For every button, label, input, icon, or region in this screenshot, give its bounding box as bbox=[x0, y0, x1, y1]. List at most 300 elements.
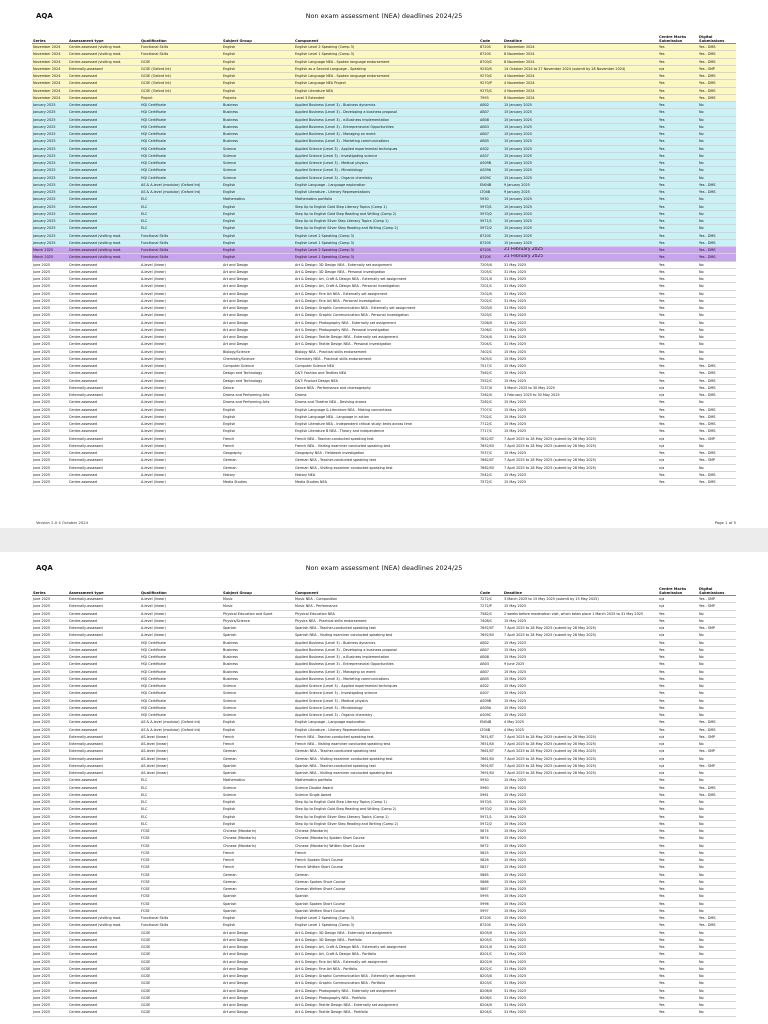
cell-deadline: 15 May 2025 bbox=[503, 777, 658, 784]
cell-code: AS09C bbox=[479, 712, 503, 719]
cell-centre-marks-submission: Yes bbox=[658, 225, 698, 232]
cell-series: June 2025 bbox=[32, 994, 68, 1001]
cell-subject-group: English bbox=[222, 87, 294, 94]
cell-component: Art & Design: Photography NEA - Externally set assignment bbox=[294, 987, 479, 994]
cell-subject-group: English bbox=[222, 203, 294, 210]
cell-deadline: 15 May 2025 bbox=[503, 646, 658, 653]
cell-assessment-type: Centre-assessed bbox=[68, 806, 140, 813]
cell-centre-marks-submission: n/a bbox=[658, 770, 698, 777]
cell-qualification: A-level (linear) bbox=[140, 305, 222, 312]
cell-assessment-type: Externally-assessed bbox=[68, 603, 140, 610]
cell-subject-group: English bbox=[222, 915, 294, 922]
cell-digital-submissions: No bbox=[698, 617, 736, 624]
cell-subject-group: Art and Design bbox=[222, 958, 294, 965]
cell-component: French NEA - Visiting examiner conducted speaking test bbox=[294, 741, 479, 748]
table-row bbox=[32, 319, 736, 326]
cell-assessment-type: Centre-assessed bbox=[68, 123, 140, 130]
cell-centre-marks-submission: n/a bbox=[658, 741, 698, 748]
cell-deadline: 15 May 2025 bbox=[503, 857, 658, 864]
cell-code: AS02 bbox=[479, 683, 503, 690]
cell-deadline: 15 January 2025 bbox=[503, 196, 658, 203]
cell-digital-submissions: No bbox=[698, 276, 736, 283]
cell-component: Geography NEA - Fieldwork investigation bbox=[294, 450, 479, 457]
cell-centre-marks-submission: Yes bbox=[658, 377, 698, 384]
cell-qualification: HQI Certificate bbox=[140, 654, 222, 661]
table-row bbox=[32, 457, 736, 464]
cell-series: June 2025 bbox=[32, 384, 68, 391]
cell-qualification: HQI Certificate bbox=[140, 704, 222, 711]
cell-digital-submissions: Yes - DMS bbox=[698, 471, 736, 478]
cell-assessment-type: Centre-assessed (visiting mod. bbox=[68, 247, 140, 254]
cell-qualification: A-level (linear) bbox=[140, 377, 222, 384]
cell-centre-marks-submission: Yes bbox=[658, 871, 698, 878]
cell-deadline: 31 May 2025 bbox=[503, 261, 658, 268]
cell-code: 8205/X bbox=[479, 929, 503, 936]
cell-code: 7652/ST bbox=[479, 435, 503, 442]
cell-assessment-type: Centre-assessed bbox=[68, 929, 140, 936]
cell-digital-submissions: Yes - DMS bbox=[698, 254, 736, 261]
cell-assessment-type: Centre-assessed bbox=[68, 109, 140, 116]
cell-deadline: 9 January 2025 bbox=[503, 189, 658, 196]
cell-series: June 2025 bbox=[32, 312, 68, 319]
table-row bbox=[32, 907, 736, 914]
cell-subject-group: Physical Education and Sport bbox=[222, 610, 294, 617]
cell-subject-group: Business bbox=[222, 661, 294, 668]
cell-centre-marks-submission: Yes bbox=[658, 160, 698, 167]
cell-component: Applied Science (Level 3) - Investigating science bbox=[294, 152, 479, 159]
cell-subject-group: Media Studies bbox=[222, 479, 294, 486]
table-row bbox=[32, 348, 736, 355]
table-row bbox=[32, 51, 736, 58]
cell-qualification: HQI Certificate bbox=[140, 160, 222, 167]
cell-digital-submissions: Yes - DMS bbox=[698, 421, 736, 428]
table-row bbox=[32, 312, 736, 319]
cell-centre-marks-submission: Yes bbox=[658, 668, 698, 675]
cell-subject-group: English bbox=[222, 806, 294, 813]
cell-subject-group: French bbox=[222, 849, 294, 856]
cell-subject-group: Chinese (Mandarin) bbox=[222, 828, 294, 835]
cell-code: 5674 bbox=[479, 835, 503, 842]
cell-series: June 2025 bbox=[32, 392, 68, 399]
cell-code: LT04B bbox=[479, 189, 503, 196]
cell-code: 7204/X bbox=[479, 334, 503, 341]
table-row bbox=[32, 355, 736, 362]
cell-centre-marks-submission: Yes bbox=[658, 922, 698, 929]
cell-digital-submissions: Yes - DMS bbox=[698, 87, 736, 94]
cell-subject-group: French bbox=[222, 741, 294, 748]
cell-component: Art & Design: 3D Design NEA - Externally set assignment bbox=[294, 261, 479, 268]
cell-code: 7205/C bbox=[479, 268, 503, 275]
cell-component: English Literature B NEA - Theory and independence bbox=[294, 428, 479, 435]
cell-component: Applied Science (Level 3) - Investigating science bbox=[294, 690, 479, 697]
cell-series: March 2025 bbox=[32, 254, 68, 261]
cell-assessment-type: Centre-assessed bbox=[68, 980, 140, 987]
cell-assessment-type: Centre-assessed bbox=[68, 907, 140, 914]
cell-component: Step Up to English Gold Step Reading and Writing (Comp 2) bbox=[294, 210, 479, 217]
cell-digital-submissions: No bbox=[698, 464, 736, 471]
cell-subject-group: English bbox=[222, 181, 294, 188]
cell-digital-submissions: No bbox=[698, 632, 736, 639]
table-row bbox=[32, 203, 736, 210]
cell-centre-marks-submission: Yes bbox=[658, 152, 698, 159]
cell-series: January 2025 bbox=[32, 167, 68, 174]
cell-centre-marks-submission: n/a bbox=[658, 632, 698, 639]
cell-digital-submissions: No bbox=[698, 929, 736, 936]
cell-component: English Literature - Literary Representations bbox=[294, 189, 479, 196]
cell-digital-submissions: No bbox=[698, 675, 736, 682]
cell-code: 5960 bbox=[479, 784, 503, 791]
cell-component: Physics NEA - Practical skills endorsement bbox=[294, 617, 479, 624]
cell-centre-marks-submission: Yes bbox=[658, 617, 698, 624]
cell-centre-marks-submission: Yes bbox=[658, 719, 698, 726]
cell-component: Science Double Award bbox=[294, 784, 479, 791]
cell-centre-marks-submission: Yes bbox=[658, 661, 698, 668]
table-row bbox=[32, 174, 736, 181]
cell-subject-group: Science bbox=[222, 784, 294, 791]
cell-code: AS09B bbox=[479, 697, 503, 704]
cell-component: Art & Design: Art, Craft & Design NEA - Personal investigation bbox=[294, 283, 479, 290]
table-row bbox=[32, 450, 736, 457]
table-row bbox=[32, 733, 736, 740]
cell-subject-group: English bbox=[222, 80, 294, 87]
cell-code: AB05 bbox=[479, 675, 503, 682]
cell-series: June 2025 bbox=[32, 406, 68, 413]
cell-assessment-type: Centre-assessed bbox=[68, 661, 140, 668]
cell-qualification: GCSE bbox=[140, 980, 222, 987]
cell-centre-marks-submission: Yes bbox=[658, 654, 698, 661]
table-row bbox=[32, 857, 736, 864]
cell-assessment-type: Centre-assessed bbox=[68, 610, 140, 617]
cell-qualification: A-level (linear) bbox=[140, 268, 222, 275]
cell-deadline: 15 May 2025 bbox=[503, 683, 658, 690]
table-row bbox=[32, 181, 736, 188]
cell-component: Spanish bbox=[294, 893, 479, 900]
cell-series: November 2024 bbox=[32, 94, 68, 101]
cell-series: June 2025 bbox=[32, 726, 68, 733]
cell-assessment-type: Centre-assessed bbox=[68, 377, 140, 384]
cell-series: November 2024 bbox=[32, 73, 68, 80]
cell-assessment-type: Centre-assessed bbox=[68, 116, 140, 123]
cell-centre-marks-submission: Yes bbox=[658, 305, 698, 312]
cell-series: June 2025 bbox=[32, 471, 68, 478]
cell-digital-submissions: No bbox=[698, 225, 736, 232]
cell-component: English Level 2 Speaking (Comp 3) bbox=[294, 915, 479, 922]
cell-code: 5930 bbox=[479, 196, 503, 203]
cell-subject-group: French bbox=[222, 442, 294, 449]
cell-series: January 2025 bbox=[32, 181, 68, 188]
cell-series: January 2025 bbox=[32, 203, 68, 210]
cell-deadline: 4 May 2025 bbox=[503, 719, 658, 726]
cell-deadline: 8 November 2024 bbox=[503, 44, 658, 51]
cell-assessment-type: Centre-assessed bbox=[68, 849, 140, 856]
table-row bbox=[32, 276, 736, 283]
cell-qualification: HQI Certificate bbox=[140, 109, 222, 116]
cell-subject-group: Spanish bbox=[222, 907, 294, 914]
cell-digital-submissions: No bbox=[698, 958, 736, 965]
cell-qualification: GCSE bbox=[140, 929, 222, 936]
cell-subject-group: Spanish bbox=[222, 900, 294, 907]
cell-code: 9270/P bbox=[479, 80, 503, 87]
table-row bbox=[32, 791, 736, 798]
cell-component: Art & Design: Fine Art NEA - Externally set assignment bbox=[294, 958, 479, 965]
cell-subject-group: Spanish bbox=[222, 893, 294, 900]
cell-digital-submissions: No bbox=[698, 116, 736, 123]
cell-subject-group: Science bbox=[222, 152, 294, 159]
cell-component: Step Up to English Silver Step Literacy Topics (Comp 1) bbox=[294, 813, 479, 820]
cell-qualification: A-level (linear) bbox=[140, 370, 222, 377]
cell-code: 8202/X bbox=[479, 958, 503, 965]
cell-assessment-type: Centre-assessed bbox=[68, 421, 140, 428]
cell-deadline: 10 January 2025 bbox=[503, 203, 658, 210]
cell-assessment-type: Centre-assessed bbox=[68, 189, 140, 196]
cell-code: 7202/C bbox=[479, 297, 503, 304]
cell-centre-marks-submission: Yes bbox=[658, 268, 698, 275]
cell-subject-group: German bbox=[222, 878, 294, 885]
cell-subject-group: Art and Design bbox=[222, 305, 294, 312]
cell-qualification: AS-level (linear) bbox=[140, 770, 222, 777]
table-row bbox=[32, 73, 736, 80]
cell-digital-submissions: No bbox=[698, 334, 736, 341]
cell-qualification: A-level (linear) bbox=[140, 297, 222, 304]
cell-qualification: GCSE bbox=[140, 987, 222, 994]
cell-deadline: 15 May 2025 bbox=[503, 479, 658, 486]
cell-qualification: A-level (linear) bbox=[140, 326, 222, 333]
cell-code: 7552/C bbox=[479, 377, 503, 384]
cell-qualification: A-level (linear) bbox=[140, 341, 222, 348]
cell-subject-group: English bbox=[222, 922, 294, 929]
cell-subject-group: English bbox=[222, 428, 294, 435]
cell-subject-group: Mathematics bbox=[222, 777, 294, 784]
cell-series: January 2025 bbox=[32, 123, 68, 130]
cell-series: January 2025 bbox=[32, 189, 68, 196]
table-row bbox=[32, 196, 736, 203]
cell-qualification: GCSE bbox=[140, 958, 222, 965]
cell-qualification: GCSE bbox=[140, 58, 222, 65]
cell-series: June 2025 bbox=[32, 326, 68, 333]
table-row bbox=[32, 603, 736, 610]
cell-code: AB07 bbox=[479, 131, 503, 138]
cell-component: Applied Business (Level 3) - Marketing communications bbox=[294, 138, 479, 145]
cell-series: June 2025 bbox=[32, 675, 68, 682]
cell-series: June 2025 bbox=[32, 370, 68, 377]
cell-code: 5865 bbox=[479, 871, 503, 878]
cell-code: 7262/C bbox=[479, 399, 503, 406]
cell-qualification: HQI Certificate bbox=[140, 174, 222, 181]
cell-series: January 2025 bbox=[32, 218, 68, 225]
cell-digital-submissions: No bbox=[698, 951, 736, 958]
column-header-subject-group: Subject Group bbox=[222, 586, 294, 596]
cell-digital-submissions: Yes - SMP bbox=[698, 748, 736, 755]
cell-centre-marks-submission: n/a bbox=[658, 65, 698, 72]
cell-component: Chinese (Mandarin) Spoken Short Course bbox=[294, 835, 479, 842]
cell-component: Applied Business (Level 3) - Marketing communications bbox=[294, 675, 479, 682]
cell-component: Media Studies NEA bbox=[294, 479, 479, 486]
cell-deadline: 15 January 2025 bbox=[503, 131, 658, 138]
cell-deadline: 15 May 2025 bbox=[503, 603, 658, 610]
cell-subject-group: English bbox=[222, 232, 294, 239]
cell-code: LT04B bbox=[479, 726, 503, 733]
table-row bbox=[32, 392, 736, 399]
cell-component: French Written Short Course bbox=[294, 864, 479, 871]
table-row bbox=[32, 261, 736, 268]
cell-component: Art & Design: Graphic Communication NEA - Externally set assignment bbox=[294, 973, 479, 980]
table-row bbox=[32, 138, 736, 145]
cell-code: 5971/1 bbox=[479, 813, 503, 820]
cell-subject-group: Design and Technology bbox=[222, 377, 294, 384]
cell-deadline: 31 May 2025 bbox=[503, 297, 658, 304]
table-row bbox=[32, 94, 736, 101]
cell-digital-submissions: Yes - DMS bbox=[698, 428, 736, 435]
table-row bbox=[32, 283, 736, 290]
table-row bbox=[32, 784, 736, 791]
table-row bbox=[32, 668, 736, 675]
cell-assessment-type: Centre-assessed bbox=[68, 683, 140, 690]
cell-qualification: FCSE bbox=[140, 893, 222, 900]
cell-code: 7262/X bbox=[479, 392, 503, 399]
cell-qualification: A-level (linear) bbox=[140, 450, 222, 457]
column-header-deadline: Deadline bbox=[503, 586, 658, 596]
cell-component: English Level 1 Speaking (Comp 3) bbox=[294, 922, 479, 929]
cell-qualification: A-level (linear) bbox=[140, 413, 222, 420]
cell-subject-group: Art and Design bbox=[222, 1009, 294, 1016]
cell-deadline: 15 May 2025 bbox=[503, 704, 658, 711]
cell-assessment-type: Centre-assessed bbox=[68, 276, 140, 283]
cell-assessment-type: Centre-assessed bbox=[68, 936, 140, 943]
cell-code: 7562/C bbox=[479, 370, 503, 377]
cell-deadline: 15 May 2025 bbox=[503, 690, 658, 697]
cell-component: Step Up to English Silver Step Reading and Writing (Comp 2) bbox=[294, 225, 479, 232]
cell-assessment-type: Externally-assessed bbox=[68, 625, 140, 632]
page-title: Non exam assessment (NEA) deadlines 2024/25 bbox=[305, 12, 463, 20]
cell-digital-submissions: No bbox=[698, 102, 736, 109]
cell-qualification: AS & A-level (modular) (Oxford Int) bbox=[140, 726, 222, 733]
cell-assessment-type: Centre-assessed bbox=[68, 283, 140, 290]
cell-series: June 2025 bbox=[32, 849, 68, 856]
cell-series: November 2024 bbox=[32, 87, 68, 94]
cell-subject-group: Art and Design bbox=[222, 1002, 294, 1009]
cell-deadline: 7 April 2025 to 28 May 2025 (submit by 28 May 2025) bbox=[503, 755, 658, 762]
cell-centre-marks-submission: n/a bbox=[658, 733, 698, 740]
cell-deadline: 21 February 2025 bbox=[503, 247, 658, 254]
cell-series: June 2025 bbox=[32, 377, 68, 384]
cell-qualification: GCSE (Oxford Int) bbox=[140, 87, 222, 94]
cell-centre-marks-submission: n/a bbox=[658, 603, 698, 610]
table-row bbox=[32, 334, 736, 341]
cell-qualification: GCSE bbox=[140, 1002, 222, 1009]
cell-component: English Literature - Literary Representations bbox=[294, 726, 479, 733]
cell-code: 7402/C bbox=[479, 348, 503, 355]
footer-version: Version 2.0 4 October 2024 bbox=[36, 520, 89, 525]
cell-digital-submissions: No bbox=[698, 145, 736, 152]
cell-digital-submissions: Yes - DMS bbox=[698, 726, 736, 733]
cell-assessment-type: Centre-assessed bbox=[68, 951, 140, 958]
table-row bbox=[32, 109, 736, 116]
cell-centre-marks-submission: Yes bbox=[658, 283, 698, 290]
cell-code: 5971/1 bbox=[479, 218, 503, 225]
cell-subject-group: Business bbox=[222, 138, 294, 145]
cell-digital-submissions: No bbox=[698, 131, 736, 138]
cell-assessment-type: Centre-assessed bbox=[68, 297, 140, 304]
cell-series: June 2025 bbox=[32, 828, 68, 835]
cell-qualification: FCSE bbox=[140, 835, 222, 842]
cell-assessment-type: Centre-assessed bbox=[68, 871, 140, 878]
cell-assessment-type: Externally-assessed bbox=[68, 392, 140, 399]
cell-subject-group: English bbox=[222, 413, 294, 420]
cell-digital-submissions: Yes - DMS bbox=[698, 239, 736, 246]
cell-deadline: 15 January 2025 bbox=[503, 225, 658, 232]
cell-subject-group: German bbox=[222, 748, 294, 755]
table-row bbox=[32, 232, 736, 239]
cell-assessment-type: Centre-assessed (visiting mod. bbox=[68, 254, 140, 261]
cell-centre-marks-submission: Yes bbox=[658, 639, 698, 646]
cell-code: 5970/1 bbox=[479, 203, 503, 210]
cell-digital-submissions: No bbox=[698, 290, 736, 297]
cell-subject-group: German bbox=[222, 457, 294, 464]
cell-code: 7203/X bbox=[479, 305, 503, 312]
cell-qualification: FCSE bbox=[140, 878, 222, 885]
cell-subject-group: Business bbox=[222, 654, 294, 661]
cell-component: Dance NEA - Performance and choreography bbox=[294, 384, 479, 391]
table-row bbox=[32, 479, 736, 486]
cell-centre-marks-submission: Yes bbox=[658, 247, 698, 254]
cell-code: AS07 bbox=[479, 690, 503, 697]
cell-centre-marks-submission: Yes bbox=[658, 842, 698, 849]
cell-deadline: 31 May 2025 bbox=[503, 944, 658, 951]
table-row bbox=[32, 152, 736, 159]
table-header-row bbox=[32, 34, 736, 44]
cell-digital-submissions: No bbox=[698, 297, 736, 304]
cell-deadline: 15 May 2025 bbox=[503, 639, 658, 646]
cell-component: Chinese (Mandarin) Written Short Course bbox=[294, 842, 479, 849]
cell-qualification: ELC bbox=[140, 799, 222, 806]
cell-centre-marks-submission: Yes bbox=[658, 849, 698, 856]
cell-digital-submissions: No bbox=[698, 755, 736, 762]
cell-digital-submissions: No bbox=[698, 857, 736, 864]
table-row bbox=[32, 254, 736, 261]
cell-qualification: A-level (linear) bbox=[140, 603, 222, 610]
cell-deadline: 31 May 2025 bbox=[503, 973, 658, 980]
cell-qualification: AS & A-level (modular) (Oxford Int) bbox=[140, 181, 222, 188]
cell-digital-submissions: Yes - DMS bbox=[698, 479, 736, 486]
cell-component: D&T: Fashion and Textiles NEA bbox=[294, 370, 479, 377]
cell-qualification: ELC bbox=[140, 225, 222, 232]
cell-centre-marks-submission: Yes bbox=[658, 1009, 698, 1016]
cell-digital-submissions: No bbox=[698, 878, 736, 885]
cell-digital-submissions: No bbox=[698, 167, 736, 174]
cell-centre-marks-submission: Yes bbox=[658, 428, 698, 435]
cell-centre-marks-submission: Yes bbox=[658, 886, 698, 893]
cell-series: June 2025 bbox=[32, 297, 68, 304]
cell-series: June 2025 bbox=[32, 625, 68, 632]
cell-subject-group: Business bbox=[222, 675, 294, 682]
cell-digital-submissions: No bbox=[698, 741, 736, 748]
cell-code: 8202/C bbox=[479, 965, 503, 972]
cell-centre-marks-submission: Yes bbox=[658, 254, 698, 261]
cell-assessment-type: Centre-assessed bbox=[68, 784, 140, 791]
cell-digital-submissions: No bbox=[698, 218, 736, 225]
cell-component: Applied Business (Level 3) - e-Business implementation bbox=[294, 116, 479, 123]
cell-assessment-type: Centre-assessed bbox=[68, 994, 140, 1001]
cell-centre-marks-submission: Yes bbox=[658, 450, 698, 457]
cell-digital-submissions: No bbox=[698, 312, 736, 319]
table-row bbox=[32, 363, 736, 370]
cell-subject-group: Drama and Performing Arts bbox=[222, 392, 294, 399]
cell-subject-group: Art and Design bbox=[222, 994, 294, 1001]
cell-deadline: 31 May 2025 bbox=[503, 268, 658, 275]
cell-digital-submissions: No bbox=[698, 907, 736, 914]
cell-digital-submissions: Yes - DMS bbox=[698, 922, 736, 929]
table-row bbox=[32, 413, 736, 420]
